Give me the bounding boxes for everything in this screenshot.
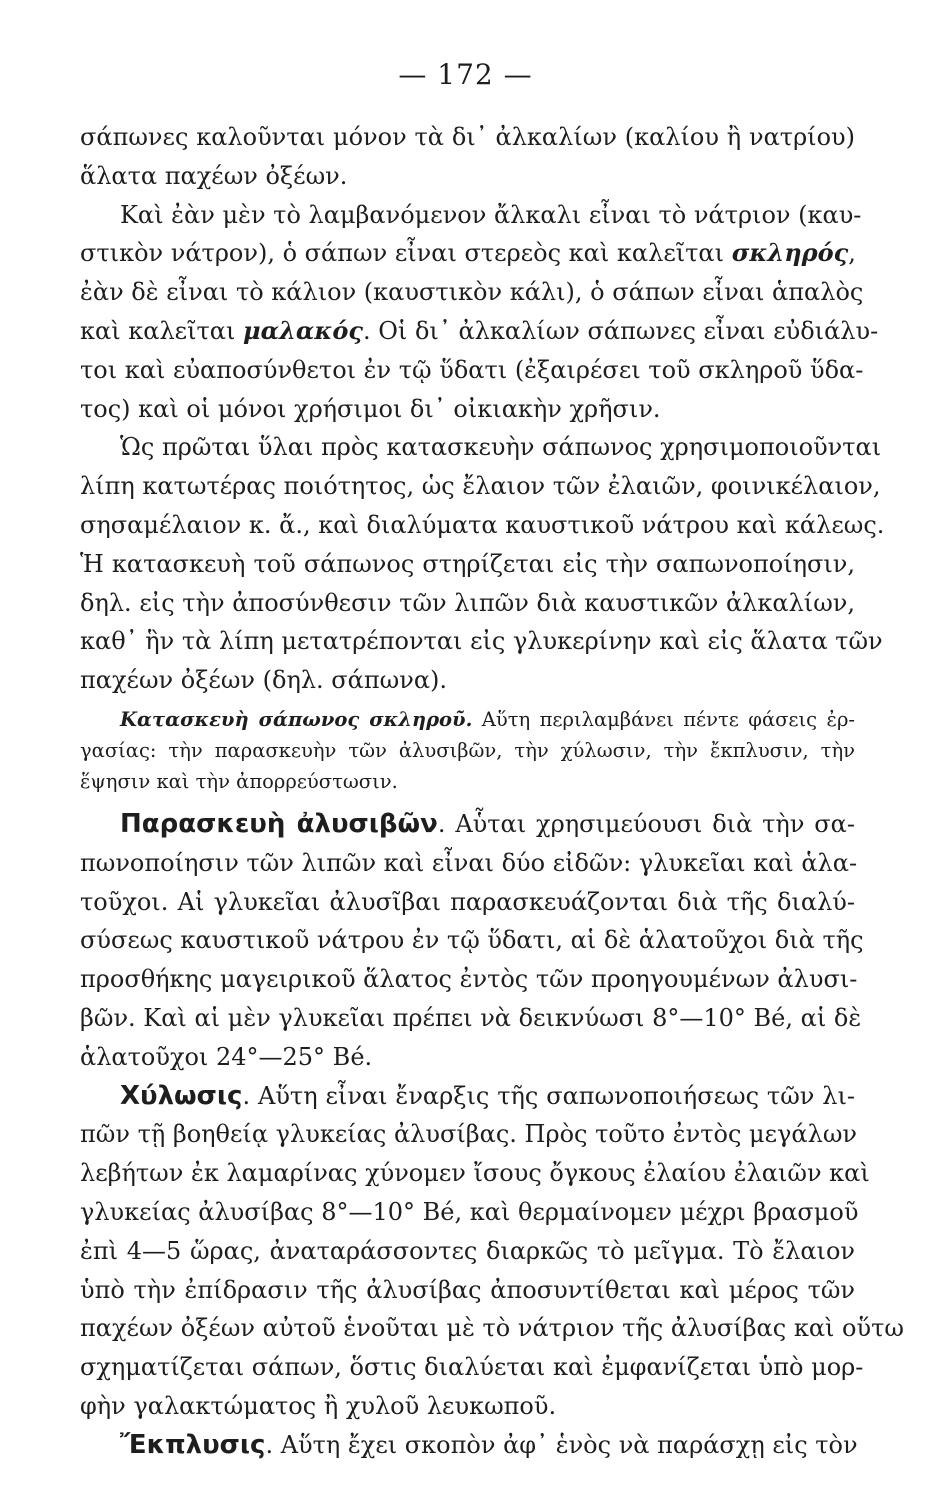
text-line: σάπωνες καλοῦνται μόνον τὰ δι᾽ ἀλκαλίων (καλίου ἢ νατρίου) xyxy=(80,123,855,151)
text-line: ἕψησιν καὶ τὴν ἀπορρεύστωσιν. xyxy=(80,769,398,793)
text-line xyxy=(80,1426,858,1465)
text-line: σησαμέλαιον κ. ἄ., καὶ διαλύματα καυστικοῦ νάτρου καὶ κάλεως. xyxy=(80,510,885,539)
text-line xyxy=(80,1077,855,1116)
text-line: παχέων ὀξέων (δηλ. σάπωνα). xyxy=(80,666,448,695)
text-line xyxy=(80,312,879,351)
text-run: . Αὕτη ἔχει σκοπὸν ἀφ᾽ ἑνὸς νὰ παράσχῃ εἰς τὸν xyxy=(265,1430,858,1459)
text-run: , xyxy=(848,239,856,268)
subsection-title: Κατασκευὴ σάπωνος σκληροῦ. xyxy=(120,707,473,731)
text-run: καὶ καλεῖται xyxy=(80,316,244,345)
text-line: τος) καὶ οἱ μόνοι χρήσιμοι δι᾽ οἰκιακὴν χρῆσιν. xyxy=(80,394,661,423)
text-line: τοῦχοι. Αἱ γλυκεῖαι ἀλυσῖβαι παρασκευάζονται διὰ τῆς διαλύ- xyxy=(80,887,855,916)
body-text xyxy=(80,118,904,1465)
text-line: καθ᾽ ἣν τὰ λίπη μετατρέπονται εἰς γλυκερίνην καὶ εἰς ἅλατα τῶν xyxy=(80,627,883,656)
text-line xyxy=(80,704,855,735)
text-line: ἁλατοῦχοι 24°—25° Bé. xyxy=(80,1042,373,1071)
text-line: ἅλατα παχέων ὀξέων. xyxy=(80,161,348,190)
text-line: παχέων ὀξέων αὐτοῦ ἑνοῦται μὲ τὸ νάτριον τῆς ἀλυσίβας καὶ οὕτω xyxy=(80,1314,904,1343)
text-line: Ἡ κατασκευὴ τοῦ σάπωνος στηρίζεται εἰς τὴν σαπωνοποίησιν, xyxy=(80,549,855,578)
section-heading-paraskeui: Παρασκευὴ ἀλυσιβῶν xyxy=(120,808,438,839)
text-line: σχηματίζεται σάπων, ὅστις διαλύεται καὶ ἐμφανίζεται ὑπὸ μορ- xyxy=(80,1353,864,1382)
term-malakos: μαλακός xyxy=(243,315,363,345)
text-line: λεβήτων ἐκ λαμαρίνας χύνομεν ἴσους ὄγκους ἐλαίου ἐλαιῶν καὶ xyxy=(80,1159,870,1188)
text-run: . Αὗται χρησιμεύουσι διὰ τὴν σα- xyxy=(437,809,855,838)
text-line: πῶν τῇ βοηθείᾳ γλυκείας ἀλυσίβας. Πρὸς τοῦτο ἐντὸς μεγάλων xyxy=(80,1120,857,1149)
text-line: Ὡς πρῶται ὕλαι πρὸς κατασκευὴν σάπωνος χρησιμοποιοῦνται xyxy=(120,433,882,462)
text-line: σύσεως καυστικοῦ νάτρου ἐν τῷ ὕδατι, αἱ δὲ ἁλατοῦχοι διὰ τῆς xyxy=(80,926,864,955)
text-line: λίπη κατωτέρας ποιότητος, ὡς ἔλαιον τῶν ἐλαιῶν, φοινικέλαιον, xyxy=(80,472,881,501)
text-line: φὴν γαλακτώματος ἢ χυλοῦ λευκωποῦ. xyxy=(80,1391,557,1420)
section-heading-ekplysis: Ἔκπλυσις xyxy=(120,1429,266,1460)
text-line: προσθήκης μαγειρικοῦ ἅλατος ἐντὸς τῶν προηγουμένων ἀλυσι- xyxy=(80,965,858,994)
spacer xyxy=(80,797,855,805)
text-line xyxy=(80,805,855,844)
text-line: ἐὰν δὲ εἶναι τὸ κάλιον (καυστικὸν κάλι), ὁ σάπων εἶναι ἁπαλὸς xyxy=(80,278,864,307)
section-heading-chylosis: Χύλωσις xyxy=(120,1080,243,1111)
text-run: στικὸν νάτρον), ὁ σάπων εἶναι στερεὸς καὶ καλεῖται xyxy=(80,239,732,268)
text-run: . Οἱ δι᾽ ἀλκαλίων σάπωνες εἶναι εὐδιάλυ- xyxy=(362,316,879,345)
text-line: Καὶ ἐὰν μὲν τὸ λαμβανόμενον ἄλκαλι εἶναι τὸ νάτριον (καυ- xyxy=(120,200,862,229)
text-line: βῶν. Καὶ αἱ μὲν γλυκεῖαι πρέπει νὰ δεικνύωσι 8°—10° Bé, αἱ δὲ xyxy=(80,1003,862,1032)
page-number: — 172 — xyxy=(398,58,533,91)
text-line: ἐπὶ 4—5 ὥρας, ἀναταράσσοντες διαρκῶς τὸ μεῖγμα. Τὸ ἔλαιον xyxy=(80,1236,855,1265)
text-line: πωνοποίησιν τῶν λιπῶν καὶ εἶναι δύο εἰδῶν: γλυκεῖαι καὶ ἁλα- xyxy=(80,848,858,877)
term-skleros: σκληρός xyxy=(731,238,849,268)
text-line: γασίας: τὴν παρασκευὴν τῶν ἀλυσιβῶν, τὴν χύλωσιν, τὴν ἔκπλυσιν, τὴν xyxy=(80,738,855,762)
text-run: Αὕτη περιλαμβάνει πέντε φάσεις ἐρ- xyxy=(472,707,855,731)
text-line: γλυκείας ἀλυσίβας 8°—10° Bé, καὶ θερμαίνομεν μέχρι βρασμοῦ xyxy=(80,1197,859,1226)
text-line: τοι καὶ εὐαποσύνθετοι ἐν τῷ ὕδατι (ἐξαιρέσει τοῦ σκληροῦ ὕδα- xyxy=(80,355,864,384)
text-run: . Αὕτη εἶναι ἔναρξις τῆς σαπωνοποιήσεως τῶν λι- xyxy=(242,1081,855,1110)
text-line: δηλ. εἰς τὴν ἀποσύνθεσιν τῶν λιπῶν διὰ καυστικῶν ἀλκαλίων, xyxy=(80,588,855,617)
text-line: ὑπὸ τὴν ἐπίδρασιν τῆς ἀλυσίβας ἀποσυντίθεται καὶ μέρος τῶν xyxy=(80,1275,855,1304)
text-line xyxy=(80,234,855,273)
